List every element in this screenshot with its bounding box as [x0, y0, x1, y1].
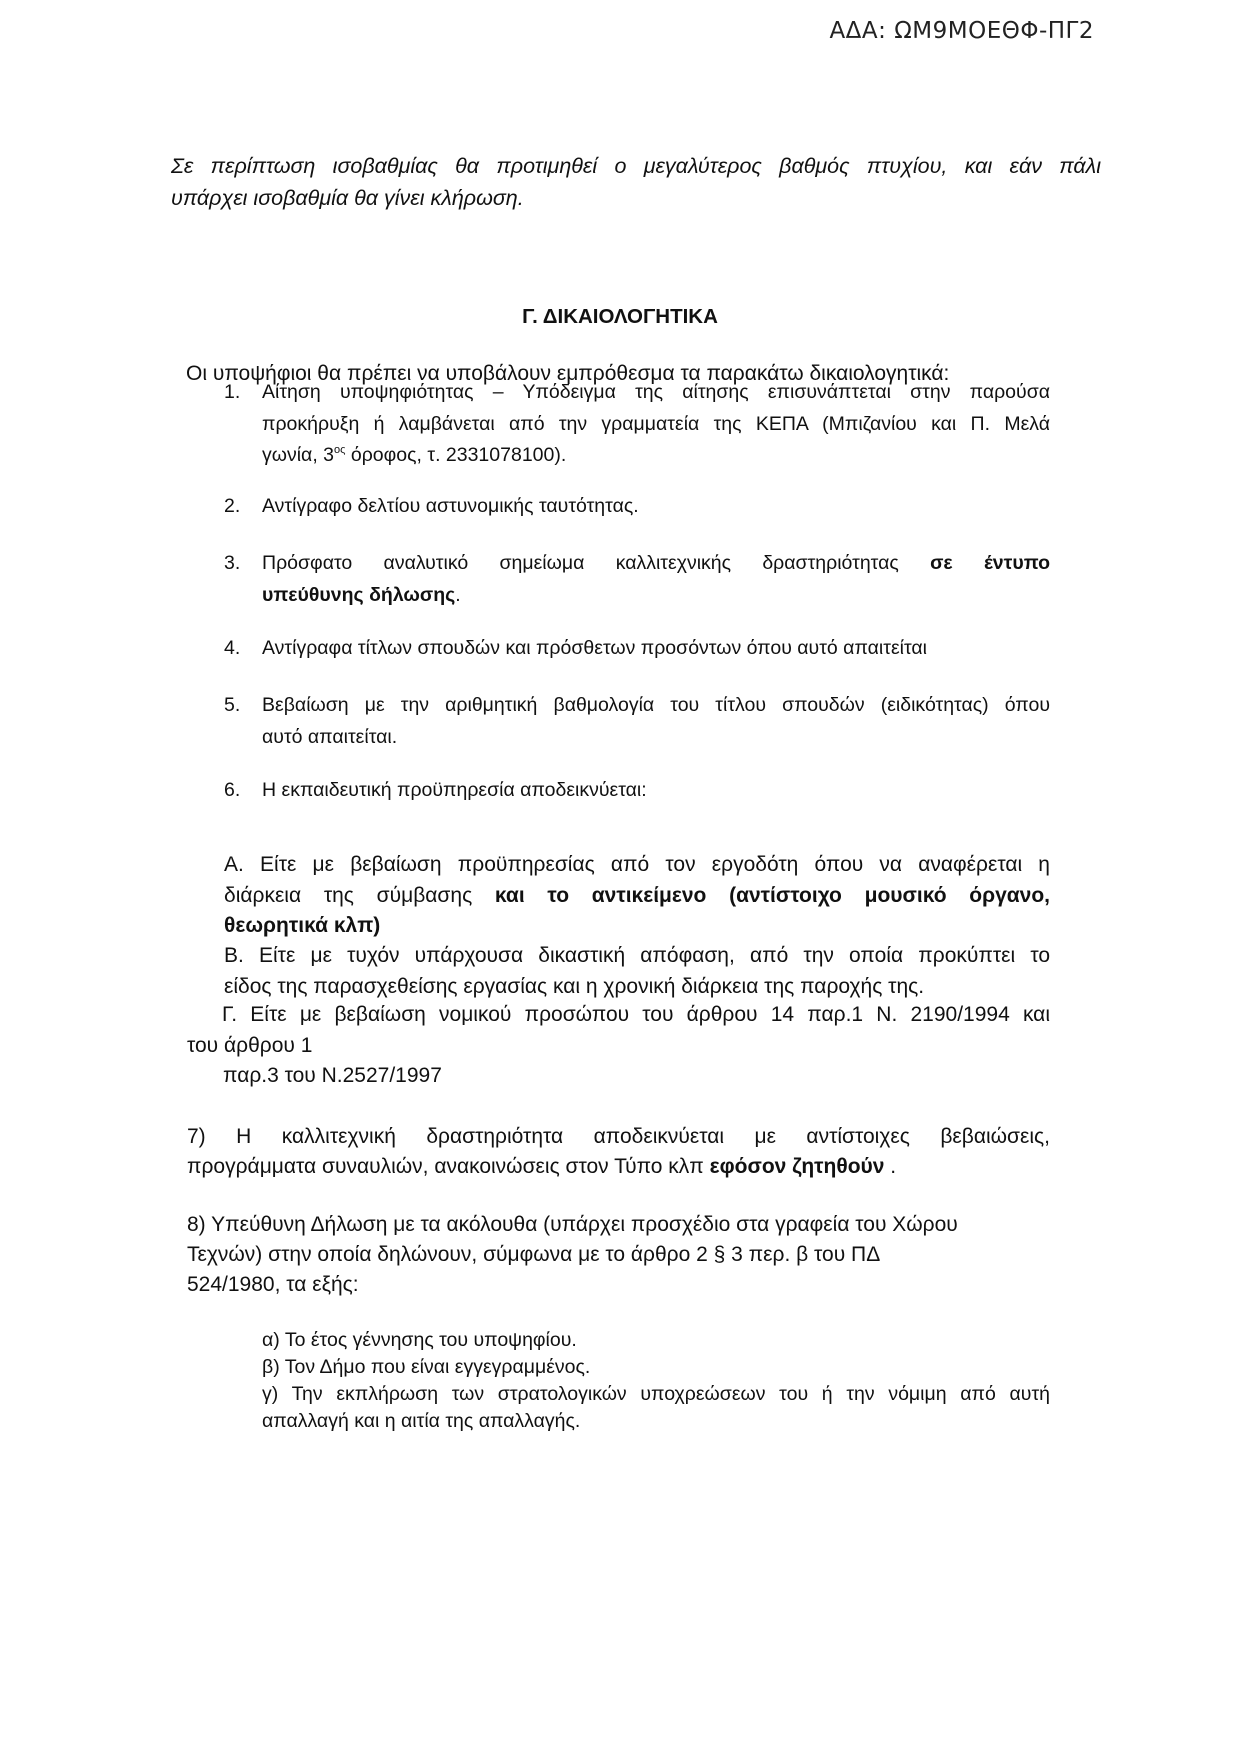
list-item [224, 633, 1050, 665]
list-item [224, 548, 1050, 611]
list-item: β) Τον Δήμο που είναι εγγεγραμμένος. [262, 1356, 591, 1378]
item-number: 3. [224, 552, 241, 574]
paragraph-7: 7) Η καλλιτεχνική δραστηριότητα αποδεικνύεται με αντίστοιχες βεβαιώσεις, προγράμματα συναυλιών, ανακοινώσεις στον Τύπο κλπ εφόσον ζητηθούν . [187, 1125, 1050, 1178]
item-number: 6. [224, 779, 241, 801]
item-text: Αίτηση υποψηφιότητας – Υπόδειγμα της αίτησης επισυνάπτεται στην παρούσα προκήρυξη ή λαμβάνεται από την γραμματεία της ΚΕΠΑ (Μπιζανίου και Π. Μελά γωνία, $3^{o\varsigma}$ όροφος, τ. 2331078100). [262, 381, 1050, 466]
item-text: Αντίγραφο δελτίου αστυνομικής ταυτότητας. [262, 495, 639, 517]
list-item [224, 377, 1050, 472]
list-item: γ) Την εκπλήρωση των στρατολογικών υποχρεώσεων του ή την νόμιμη από αυτή [262, 1383, 1050, 1405]
item-text: Πρόσφατο αναλυτικό σημείωμα καλλιτεχνικής δραστηριότητας σε έντυπο υπεύθυνης δήλωσης. [262, 552, 1050, 606]
item-number: 4. [224, 637, 241, 659]
item-text: Αντίγραφα τίτλων σπουδών και πρόσθετων προσόντων όπου αυτό απαιτείται [262, 637, 927, 659]
ada-code: ΑΔΑ: ΩΜ9ΜΟΕΘΦ-ΠΓ2 [829, 18, 1094, 44]
sub-item-c: Γ. Είτε με βεβαίωση νομικού προσώπου του άρθρου 14 παρ.1 Ν. 2190/1994 και του άρθρου 1 παρ.3 του Ν.2527/1997 [187, 1003, 1050, 1087]
intro-line: υπάρχει ισοβαθμία θα γίνει κλήρωση. [171, 186, 524, 210]
section-title: Γ. ΔΙΚΑΙΟΛΟΓΗΤΙΚΑ [522, 305, 718, 328]
paragraph-8: 8) Υπεύθυνη Δήλωση με τα ακόλουθα (υπάρχει προσχέδιο στα γραφεία του Χώρου Τεχνών) στην οποία δηλώνουν, σύμφωνα με το άρθρο 2 § 3 περ. β του ΠΔ 524/1980, τα εξής: [187, 1213, 958, 1296]
list-item [224, 690, 1050, 753]
superscript: ος [334, 444, 346, 456]
sub-list [262, 1327, 1050, 1435]
item-number: 5. [224, 694, 241, 716]
item-number: 2. [224, 495, 241, 517]
lead-sentence: Οι υποψήφιοι θα πρέπει να υποβάλουν εμπρόθεσμα τα παρακάτω δικαιολογητικά: [186, 362, 950, 385]
intro-paragraph [171, 150, 1101, 214]
list-item [224, 491, 1050, 523]
intro-line: Σε περίπτωση ισοβαθμίας θα προτιμηθεί ο μεγαλύτερος βαθμός πτυχίου, και εάν πάλι [171, 154, 1101, 178]
item-text: Η εκπαιδευτική προϋπηρεσία αποδεικνύεται: [262, 779, 647, 801]
list-item-continuation: απαλλαγή και η αιτία της απαλλαγής. [262, 1410, 581, 1432]
item-text: Βεβαίωση με την αριθμητική βαθμολογία του τίτλου σπουδών (ειδικότητας) όπου αυτό απαιτείται. [262, 694, 1050, 748]
sub-item-b: Β. Είτε με τυχόν υπάρχουσα δικαστική απόφαση, από την οποία προκύπτει το είδος της παρασχεθείσης εργασίας και η χρονική διάρκεια της παροχής της. [224, 944, 1050, 998]
sub-item-a: Α. Είτε με βεβαίωση προϋπηρεσίας από τον εργοδότη όπου να αναφέρεται η διάρκεια της σύμβασης και το αντικείμενο (αντίστοιχο μουσικό όργανο, θεωρητικά κλπ) [224, 853, 1051, 937]
list-item [224, 775, 1050, 807]
item-number: 1. [224, 381, 241, 403]
list-item: α) Το έτος γέννησης του υποψηφίου. [262, 1329, 577, 1351]
